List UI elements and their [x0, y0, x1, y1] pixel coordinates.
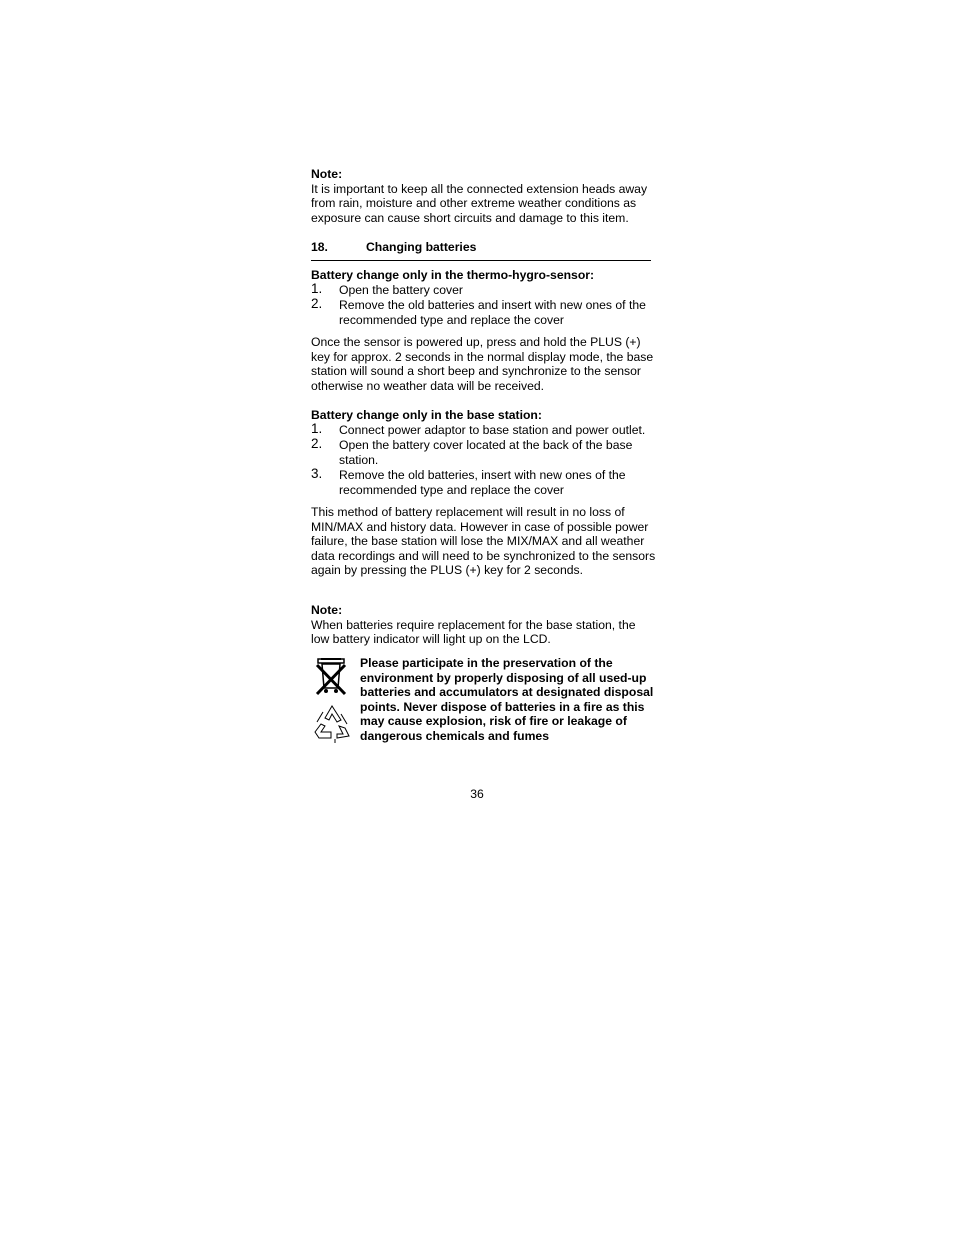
- step-number: 1.: [311, 420, 323, 436]
- step-number: 1.: [311, 280, 323, 296]
- list-item: [311, 280, 657, 298]
- base-heading: Battery change only in the base station:: [311, 408, 542, 422]
- step-number: 2.: [311, 436, 323, 451]
- base-block: [311, 408, 657, 578]
- step-number: 3.: [311, 466, 323, 481]
- disposal-warning: Please participate in the preservation of the environment by properly disposing of all used-up batteries and accumulators at designated disposal points. Never dispose of batteries in a fire as this may cause explosion, risk of fire or leakage of dangerous chemicals and fumes: [360, 656, 654, 743]
- list-item: [311, 438, 657, 467]
- note-top: [311, 167, 657, 225]
- crossed-bin-icon: [311, 656, 353, 698]
- sensor-block: [311, 268, 657, 393]
- note-text: It is important to keep all the connected extension heads away from rain, moisture and other extreme weather conditions as exposure can cause short circuits and damage to this item.: [311, 181, 648, 225]
- section-heading: [311, 239, 651, 261]
- list-item: [311, 468, 657, 497]
- disposal-icons: [311, 656, 353, 746]
- sensor-heading: Battery change only in the thermo-hygro-sensor:: [311, 268, 595, 282]
- section-title: Changing batteries: [366, 240, 477, 254]
- step-number: 2.: [311, 296, 323, 311]
- base-paragraph: This method of battery replacement will result in no loss of MIN/MAX and history data. However in case of possible power failure, the base station will lose the MIX/MAX and all weather data recordings and will need to be synchronized to the sensors again by pressing the PLUS (+) key for 2 seconds.: [311, 505, 656, 577]
- note-label: Note:: [311, 603, 343, 617]
- base-steps: [311, 420, 657, 498]
- step-text: Open the battery cover: [339, 282, 463, 297]
- sensor-paragraph: Once the sensor is powered up, press and hold the PLUS (+) key for approx. 2 seconds in the normal display mode, the base station will sound a short beep and synchronize to the sensor otherwise no weather data will be received.: [311, 335, 654, 393]
- note-label: Note:: [311, 167, 343, 181]
- step-text: Open the battery cover located at the back of the base station.: [339, 438, 633, 467]
- recycle-icon: [311, 702, 353, 744]
- sensor-steps: [311, 280, 657, 328]
- section-number: 18.: [311, 240, 328, 254]
- list-item: [311, 420, 657, 438]
- step-text: Remove the old batteries and insert with new ones of the recommended type and replace the cover: [339, 298, 646, 327]
- note-bottom: [311, 603, 657, 647]
- page-number: 36: [470, 787, 484, 801]
- step-text: Remove the old batteries, insert with new ones of the recommended type and replace the cover: [339, 468, 626, 497]
- note-text: When batteries require replacement for the base station, the low battery indicator will light up on the LCD.: [311, 617, 636, 646]
- step-text: Connect power adaptor to base station and power outlet.: [339, 422, 646, 437]
- list-item: [311, 298, 657, 327]
